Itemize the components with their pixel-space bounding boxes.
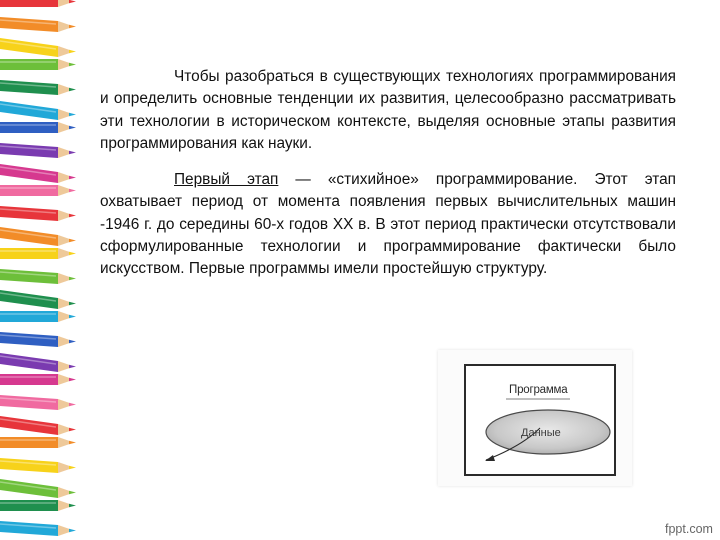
pencil-icon [0, 101, 76, 120]
watermark: fppt.com [665, 522, 713, 536]
pencil-icon [0, 122, 76, 133]
pencil-icon [0, 353, 76, 372]
first-stage-term: Первый этап [174, 171, 279, 189]
intro-paragraph: Чтобы разобраться в существующих технологиях программирования и определить основные тенденции их развития, целесообразно рассматривать эти технологии в историческом контексте, выделяя основные этапы развития программирования как науки. [100, 68, 676, 152]
pencil-icon [0, 479, 76, 498]
pencil-icon [0, 290, 76, 309]
data-label: Данные [521, 427, 561, 439]
pencil-icon [0, 80, 76, 95]
pencil-border-decoration [0, 0, 100, 540]
pencil-icon [0, 0, 76, 7]
pencil-icon [0, 143, 76, 158]
pencil-icon [0, 38, 76, 57]
program-data-diagram [438, 350, 632, 486]
diagram-shapes [466, 366, 614, 474]
arrowhead-icon [485, 455, 495, 461]
first-stage-description: — «стихийное» программирование. Этот этап охватывает период от момента появления первых вычислительных машин -1946 г. до середины 60-х годов XX в. В этот период практически отсутствовали сформулированные технологии и программирование фактически было искусством. Первые программы имели простейшую структуру. [100, 171, 677, 278]
pencil-icon [0, 164, 76, 183]
program-label: Программа [509, 384, 568, 396]
pencil-icon [0, 374, 76, 385]
pencil-icon [0, 521, 76, 536]
pencil-icon [0, 458, 76, 473]
pencil-icon [0, 416, 76, 435]
pencil-icon [0, 227, 76, 246]
pencil-icon [0, 269, 76, 284]
pencil-icon [0, 206, 76, 221]
pencil-icon [0, 185, 76, 196]
pencil-icon [0, 332, 76, 347]
pencil-icon [0, 395, 76, 410]
slide-text [100, 66, 676, 281]
pencil-icon [0, 248, 76, 259]
first-stage-paragraph [100, 169, 676, 280]
pencil-icon [0, 59, 76, 70]
program-box [464, 364, 616, 476]
pencil-icon [0, 500, 76, 511]
pencil-icon [0, 17, 76, 32]
pencil-icon [0, 437, 76, 448]
pencil-icon [0, 311, 76, 322]
